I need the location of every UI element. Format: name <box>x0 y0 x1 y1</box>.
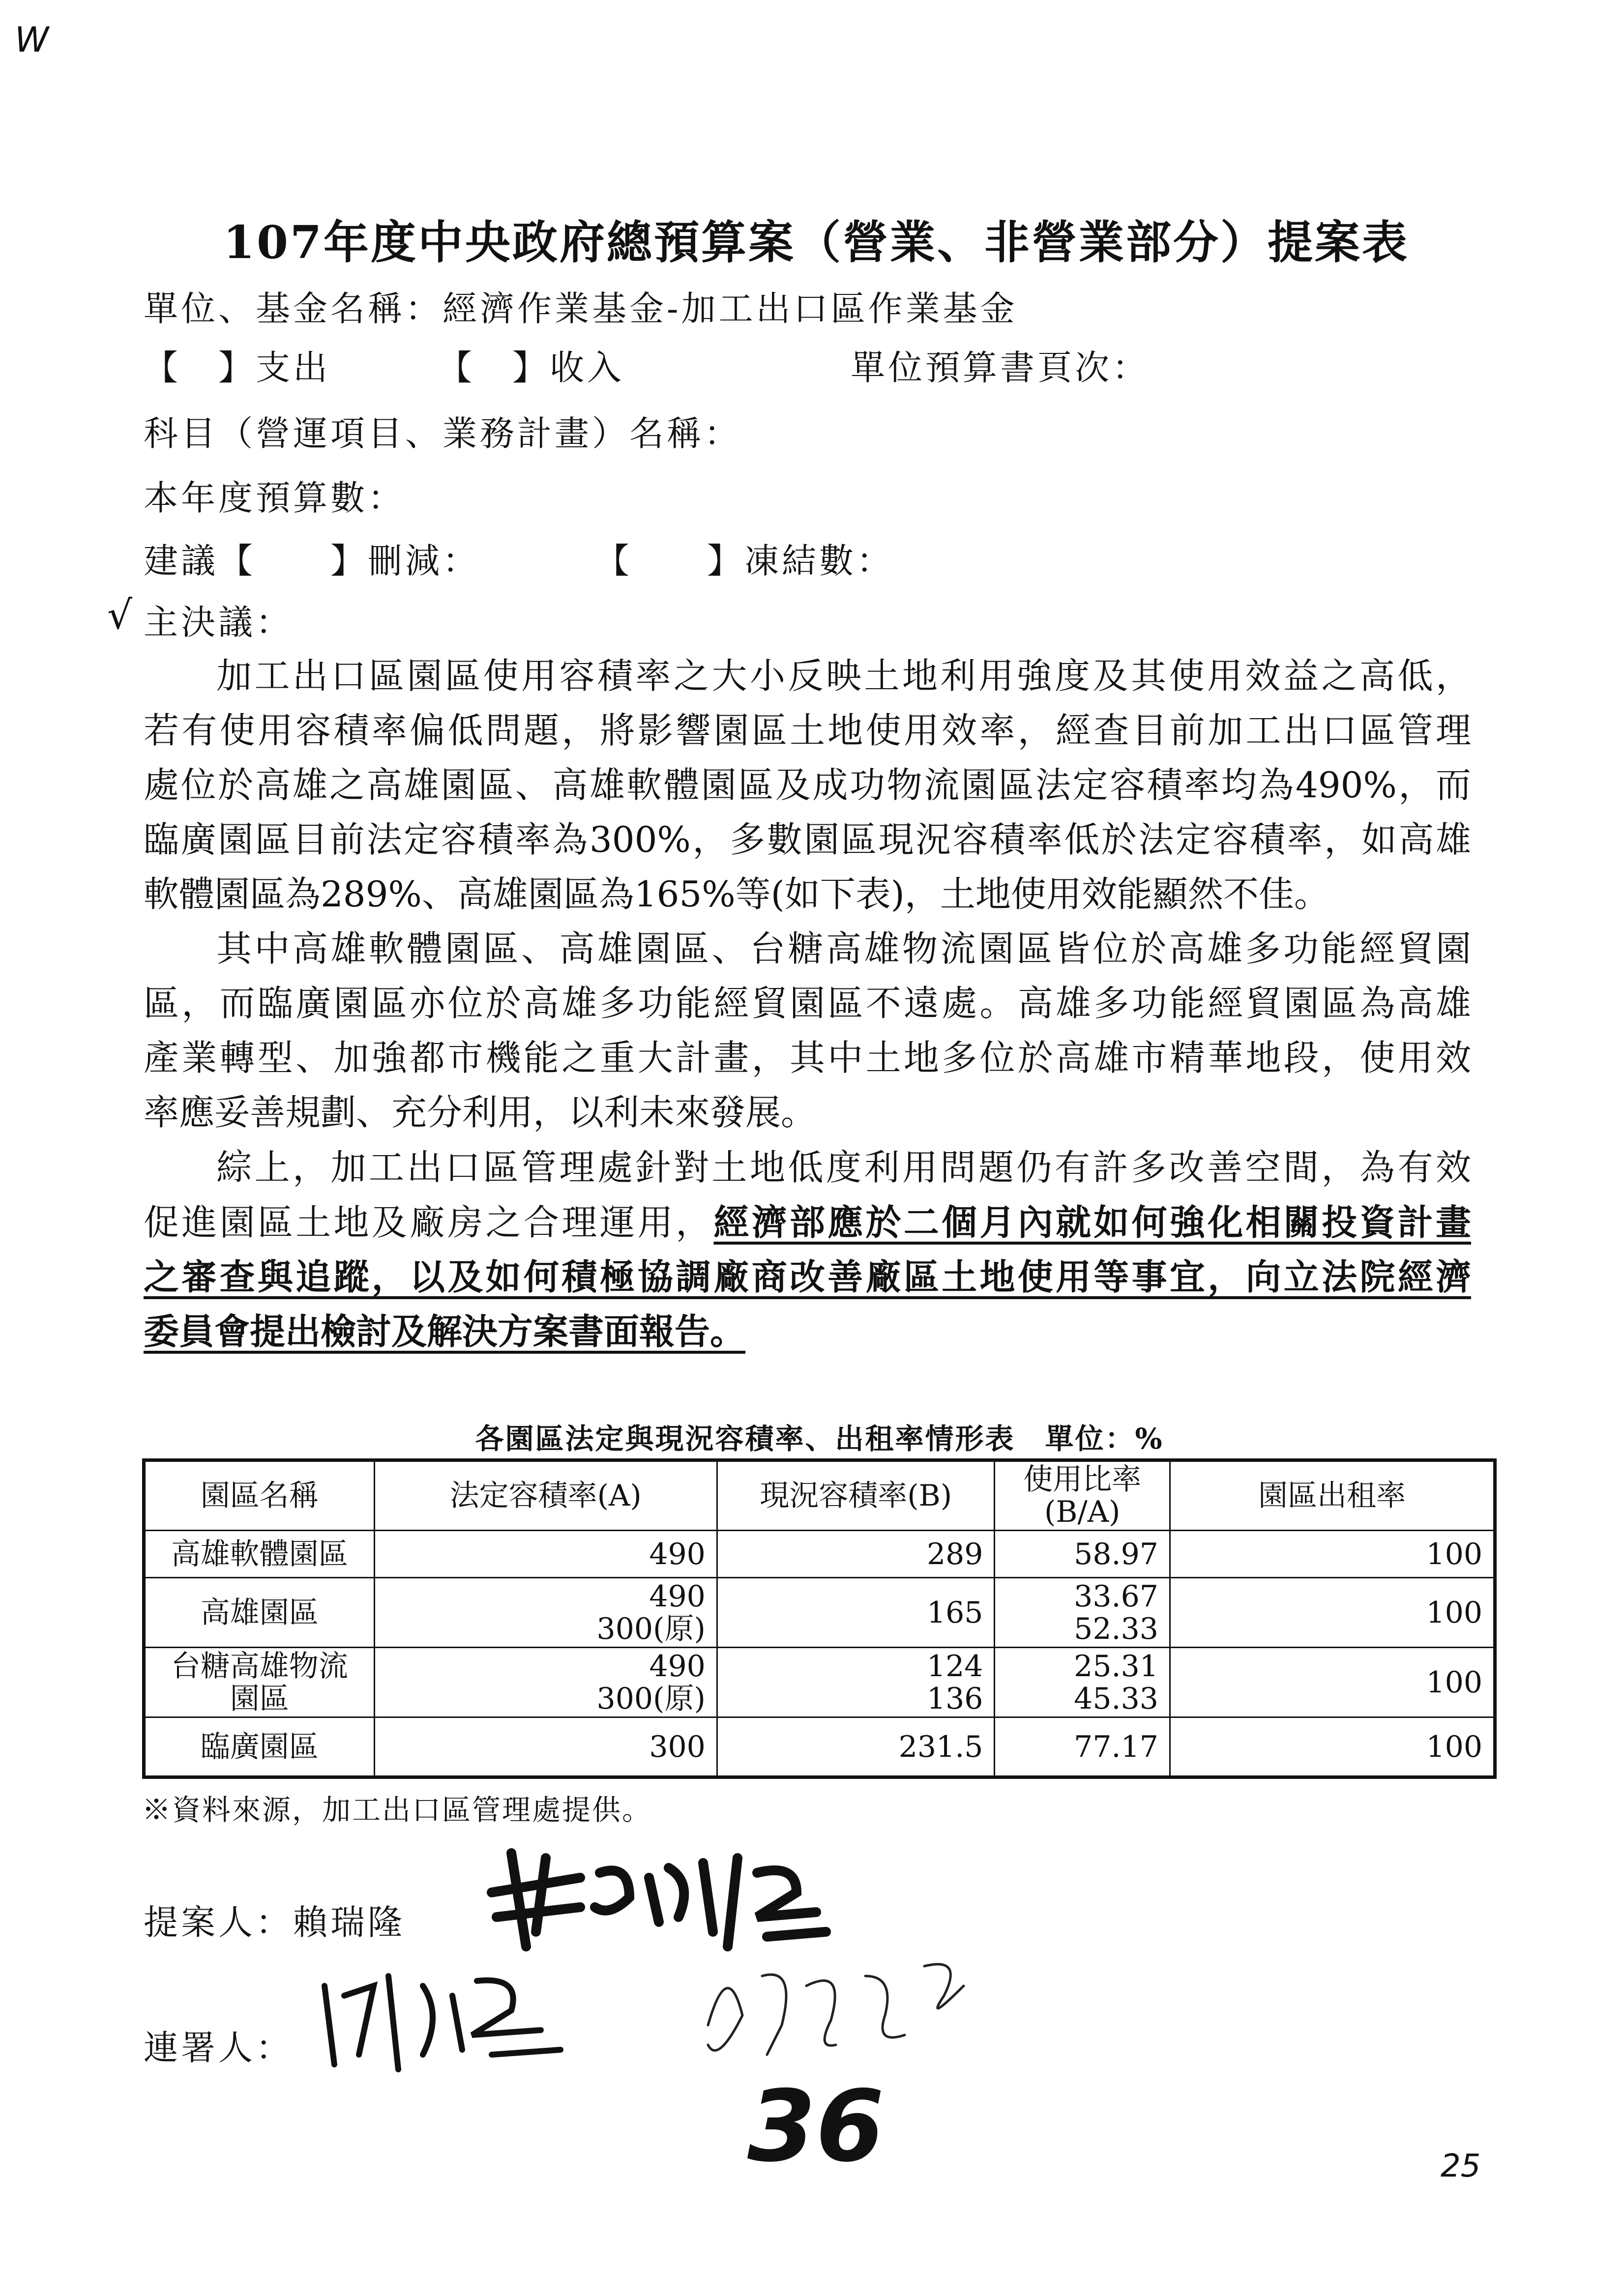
paragraph-3-line <box>144 1195 1471 1250</box>
park-name <box>144 1648 375 1717</box>
resolution-emphasis: 經濟部應於二個月內就如何強化相關投資計畫 <box>713 1201 1471 1243</box>
rent-rate: 100 <box>1170 1531 1495 1578</box>
budget-page-field: 單位預算書頁次： <box>851 348 1150 388</box>
header-current-ratio: 現況容積率(B) <box>717 1460 995 1531</box>
legal-ratio <box>374 1578 717 1648</box>
subject-field: 科目（營運項目、業務計畫）名稱： <box>144 413 741 454</box>
paragraph-2-line: 區，而臨廣園區亦位於高雄多功能經貿園區不遠處。高雄多功能經貿園區為高雄 <box>144 983 1471 1024</box>
table-row <box>144 1717 1495 1777</box>
legal-ratio-value: 490 <box>649 1649 706 1684</box>
park-name: 高雄軟體園區 <box>144 1531 375 1578</box>
paragraph-3-plain: 促進園區土地及廠房之合理運用， <box>144 1202 714 1243</box>
legal-ratio-value: 300(原) <box>596 1681 706 1716</box>
header-legal-ratio: 法定容積率(A) <box>374 1460 717 1531</box>
rent-rate: 100 <box>1170 1578 1495 1648</box>
paragraph-2-line: 其中高雄軟體園區、高雄園區、台糖高雄物流園區皆位於高雄多功能經貿園 <box>216 928 1471 969</box>
handwritten-number: 36 <box>747 2069 885 2184</box>
cosigner-signature-2 <box>688 1947 983 2074</box>
legal-ratio-value: 300(原) <box>596 1611 706 1646</box>
usage-ratio <box>995 1578 1170 1648</box>
corner-handwritten-mark: W <box>15 20 49 60</box>
header-usage-ratio <box>995 1460 1170 1531</box>
usage-ratio: 77.17 <box>995 1717 1170 1777</box>
usage-ratio <box>995 1648 1170 1717</box>
current-ratio-value: 136 <box>926 1681 983 1716</box>
current-ratio: 289 <box>717 1531 995 1578</box>
header-usage-ratio-line: (B/A) <box>1044 1495 1121 1529</box>
resolution-emphasis: 之審查與追蹤，以及如何積極協調廠商改善廠區土地使用等事宜，向立法院經濟 <box>144 1256 1471 1298</box>
table-row <box>144 1578 1495 1648</box>
legal-ratio: 300 <box>374 1717 717 1777</box>
legal-ratio: 490 <box>374 1531 717 1578</box>
paragraph-1-line: 若有使用容積率偏低問題，將影響園區土地使用效率，經查目前加工出口區管理 <box>144 710 1471 751</box>
header-rent-rate: 園區出租率 <box>1170 1460 1495 1531</box>
paragraph-1-line: 軟體園區為289%、高雄園區為165%等(如下表)，土地使用效能顯然不佳。 <box>144 873 1329 915</box>
cosigner-signature-1 <box>315 1956 590 2084</box>
page-number: 25 <box>1441 2148 1481 2184</box>
usage-ratio: 58.97 <box>995 1531 1170 1578</box>
legal-ratio <box>374 1648 717 1717</box>
header-usage-ratio-line: 使用比率 <box>1023 1462 1142 1497</box>
page-title: 107年度中央政府總預算案（營業、非營業部分）提案表 <box>223 216 1410 269</box>
budget-amount-field: 本年度預算數： <box>144 478 405 518</box>
current-ratio: 165 <box>717 1578 995 1648</box>
paragraph-3-line: 綜上，加工出口區管理處針對土地低度利用問題仍有許多改善空間，為有效 <box>216 1147 1471 1188</box>
check-mark-icon: √ <box>107 592 132 638</box>
unit-fund-name: 單位、基金名稱：經濟作業基金-加工出口區作業基金 <box>144 289 1018 329</box>
usage-ratio-value: 25.31 <box>1074 1649 1158 1684</box>
usage-ratio-value: 33.67 <box>1074 1579 1158 1614</box>
paragraph-1-line: 處位於高雄之高雄園區、高雄軟體園區及成功物流園區法定容積率均為490%，而 <box>144 764 1471 806</box>
park-name-line: 園區 <box>230 1681 289 1716</box>
table-header-row <box>144 1460 1495 1531</box>
park-name: 臨廣園區 <box>144 1717 375 1777</box>
usage-ratio-value: 52.33 <box>1074 1611 1158 1646</box>
main-resolution-label: 主決議： <box>144 602 293 642</box>
resolution-emphasis: 委員會提出檢討及解決方案書面報告。 <box>144 1310 746 1352</box>
header-park-name: 園區名稱 <box>144 1460 375 1531</box>
paragraph-2-line: 率應妥善規劃、充分利用，以利未來發展。 <box>144 1092 817 1133</box>
park-name: 高雄園區 <box>144 1578 375 1648</box>
proposer-label: 提案人：賴瑞隆 <box>144 1902 405 1943</box>
current-ratio-value: 124 <box>926 1649 983 1684</box>
paragraph-2-line: 產業轉型、加強都市機能之重大計畫，其中土地多位於高雄市精華地段，使用效 <box>144 1037 1471 1078</box>
paragraph-1-line: 加工出口區園區使用容積率之大小反映土地利用強度及其使用效益之高低， <box>216 655 1471 697</box>
table-caption: 各園區法定與現況容積率、出租率情形表 單位：% <box>475 1422 1164 1455</box>
rent-rate: 100 <box>1170 1717 1495 1777</box>
table-row <box>144 1531 1495 1578</box>
proposer-signature <box>482 1833 856 1961</box>
paragraph-1-line: 臨廣園區目前法定容積率為300%，多數園區現況容積率低於法定容積率，如高雄 <box>144 819 1471 860</box>
cosigner-label: 連署人： <box>144 2028 293 2068</box>
expense-checkbox[interactable]: 【 】支出 <box>144 348 330 388</box>
rent-rate: 100 <box>1170 1648 1495 1717</box>
current-ratio <box>717 1648 995 1717</box>
table-row <box>144 1648 1495 1717</box>
suggest-cut-field[interactable]: 建議【 】刪減： <box>144 541 480 581</box>
legal-ratio-value: 490 <box>649 1579 706 1614</box>
paragraph-3-line <box>144 1304 1471 1359</box>
current-ratio: 231.5 <box>717 1717 995 1777</box>
floor-area-ratio-table <box>142 1458 1497 1779</box>
freeze-field[interactable]: 【 】凍結數： <box>595 541 894 581</box>
usage-ratio-value: 45.33 <box>1074 1681 1158 1716</box>
source-note-text: ※資料來源，加工出口區管理處提供。 <box>142 1793 652 1827</box>
income-checkbox[interactable]: 【 】收入 <box>438 348 624 388</box>
park-name-line: 台糖高雄物流 <box>171 1649 348 1684</box>
